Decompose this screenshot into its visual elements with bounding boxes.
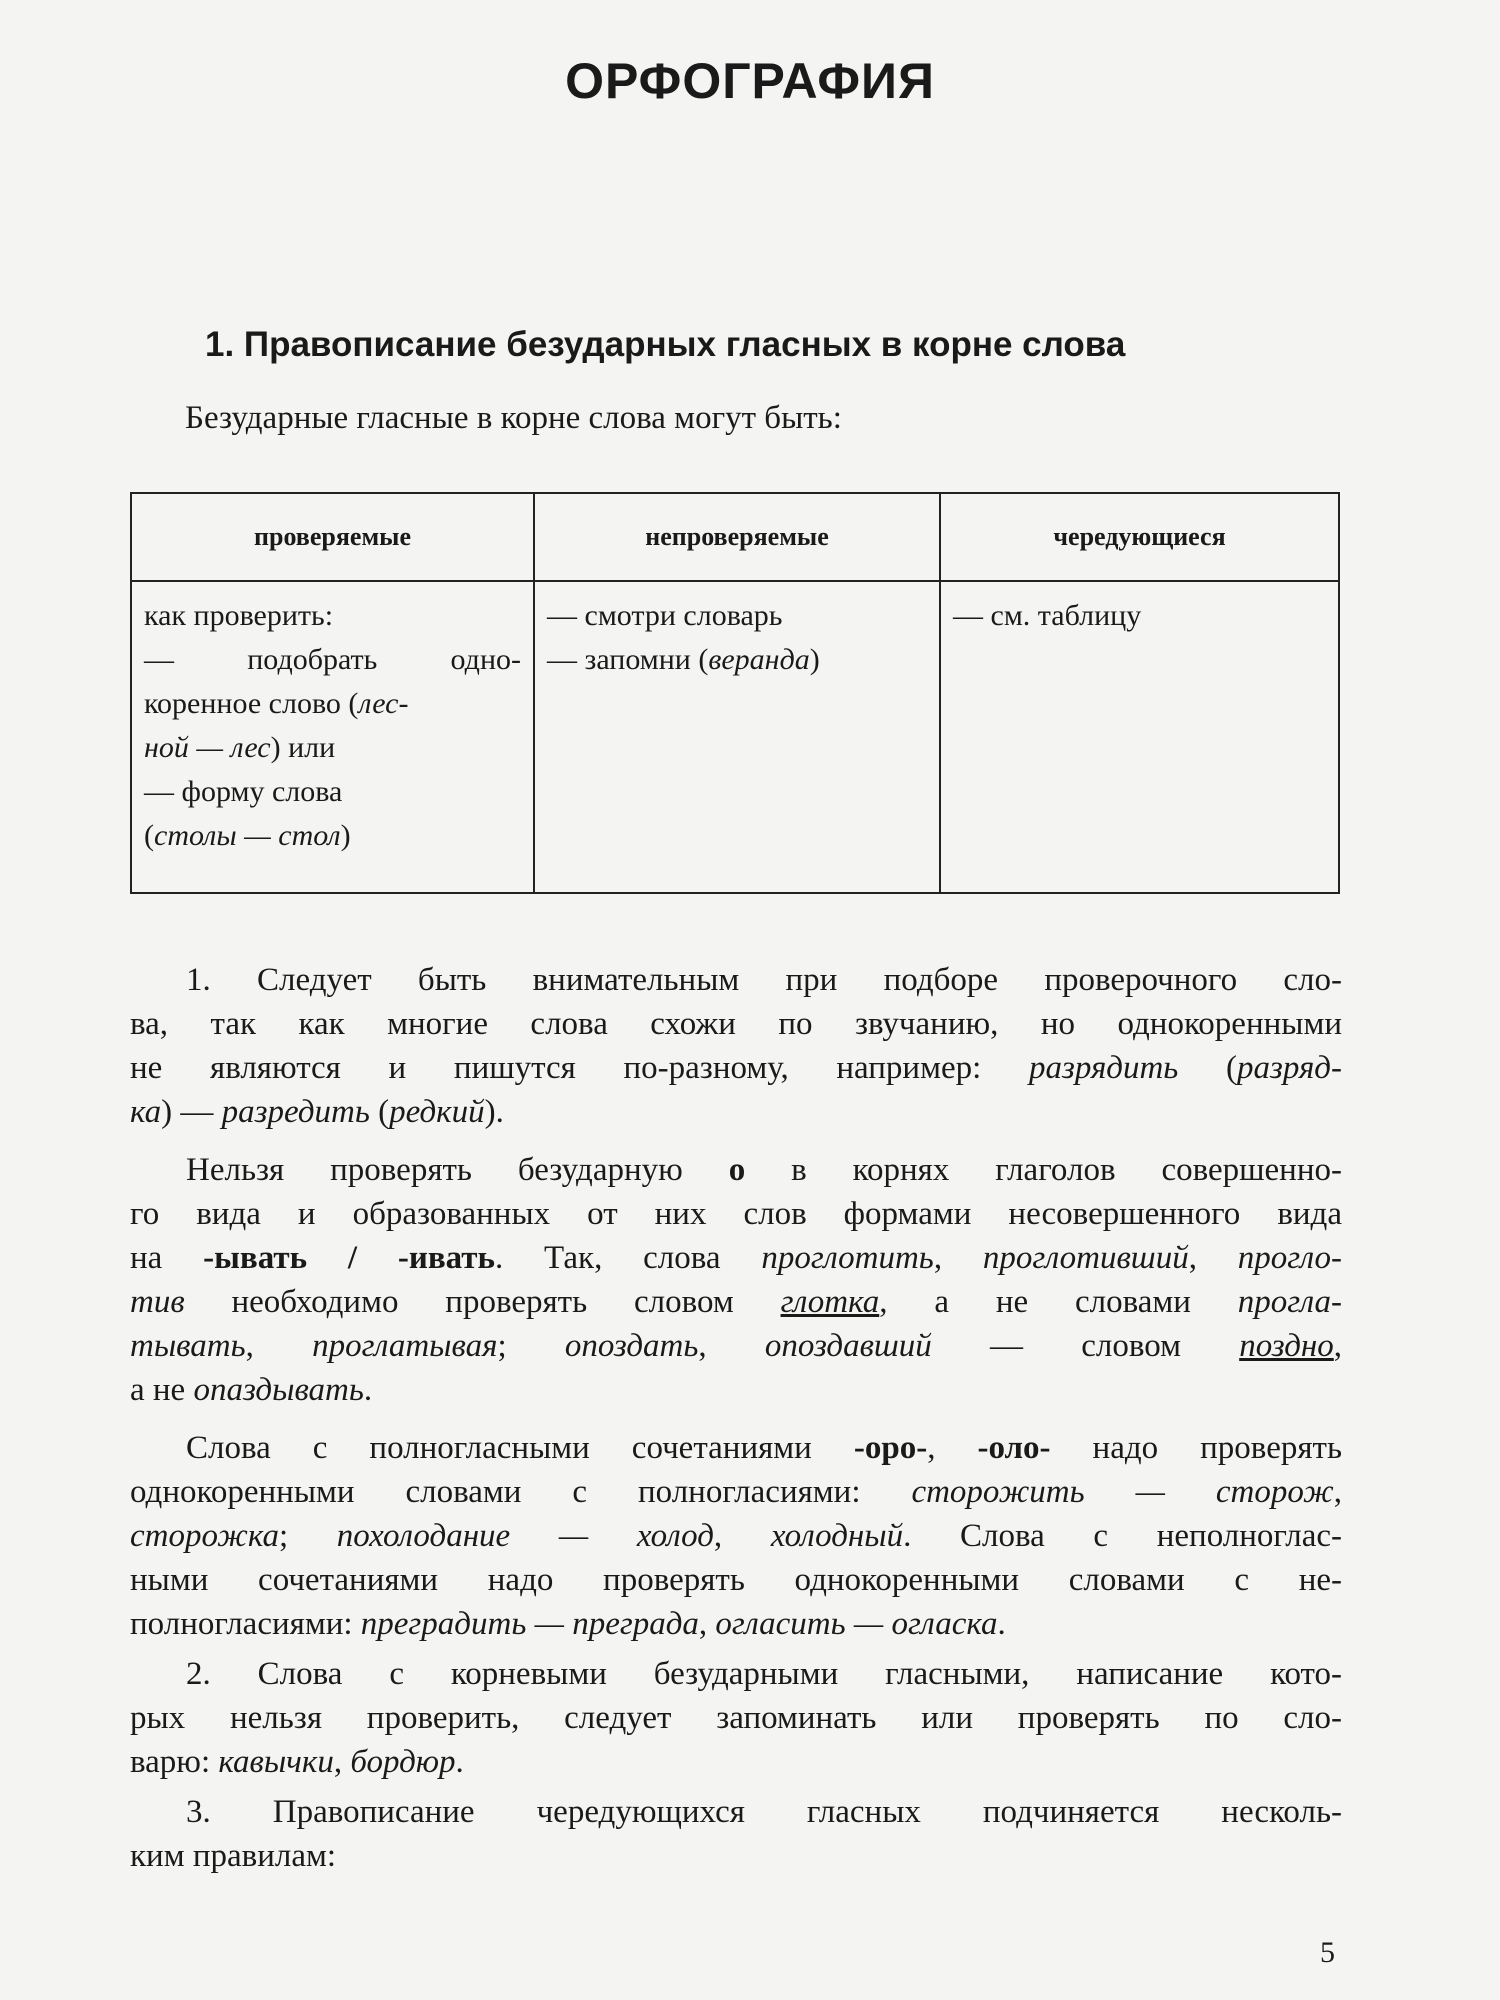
table-column-uncheckable [535,494,941,892]
cell-line: (столы — стол) [144,819,351,852]
cell-line: — запомни (веранда) [547,643,820,676]
paragraph-line: не являются и пишутся по-разному, например: разрядить (разряд- [130,1050,1342,1086]
table-header-checkable: проверяемые [132,494,533,582]
section-heading: 1. Правописание безударных гласных в корне слова [205,325,1126,364]
paragraph-line: однокоренными словами с полногласиями: сторожить — сторож, [130,1474,1342,1510]
vowel-types-table [130,492,1340,894]
paragraph-line: варю: кавычки, бордюр. [130,1744,464,1780]
cell-line: — форму слова [144,775,343,808]
paragraph-line: ка) — разредить (редкий). [130,1094,504,1130]
paragraph-line: 1. Следует быть внимательным при подборе проверочного сло- [186,962,1342,998]
paragraph-line: тив необходимо проверять словом глотка, а не словами прогла- [130,1284,1342,1320]
page-number: 5 [1320,1936,1335,1969]
cell-line: — подобрать одно- [144,643,521,676]
cell-line: ной — лес) или [144,731,336,764]
paragraph-line: а не опаздывать. [130,1372,373,1408]
paragraph-line: на -ывать / -ивать. Так, слова проглотить, проглотивший, прогло- [130,1240,1343,1276]
paragraph-line: сторожка; похолодание — холод, холодный. Слова с неполноглас- [130,1518,1343,1554]
paragraph-line: 2. Слова с корневыми безударными гласными, написание кото- [186,1656,1342,1692]
paragraph-line: ва, так как многие слова схожи по звучанию, но однокоренными [130,1006,1342,1042]
cell-line: — см. таблицу [953,599,1142,632]
paragraph-line: ким правилам: [130,1838,337,1874]
table-column-checkable [132,494,535,892]
paragraph-line: ными сочетаниями надо проверять однокоренными словами с не- [130,1562,1342,1598]
paragraph-line: го вида и образованных от них слов формами несовершенного вида [130,1196,1342,1232]
table-header-uncheckable: непроверяемые [535,494,939,582]
table-cell-alternating [941,582,1338,638]
paragraph-line: Слова с полногласными сочетаниями -оро-, -оло- надо проверять [186,1430,1342,1466]
cell-line: как проверить: [144,599,334,632]
cell-line: коренное слово (лес- [144,687,409,720]
table-cell-checkable [132,582,533,858]
paragraph-line: 3. Правописание чередующихся гласных подчиняется несколь- [186,1794,1342,1830]
paragraph-line: тывать, проглатывая; опоздать, опоздавший — словом поздно, [130,1328,1343,1364]
table-header-alternating: чередующиеся [941,494,1338,582]
table-column-alternating [941,494,1338,892]
paragraph-line: полногласиями: преградить — преграда, огласить — огласка. [130,1606,1006,1642]
paragraph-line: Нельзя проверять безударную о в корнях глаголов совершенно- [186,1152,1342,1188]
cell-line: — смотри словарь [547,599,783,632]
section-intro: Безударные гласные в корне слова могут быть: [185,400,842,436]
page-title: ОРФОГРАФИЯ [565,53,935,109]
body-text [130,958,1342,1878]
table-cell-uncheckable [535,582,939,682]
paragraph-line: рых нельзя проверить, следует запоминать или проверять по сло- [130,1700,1342,1736]
